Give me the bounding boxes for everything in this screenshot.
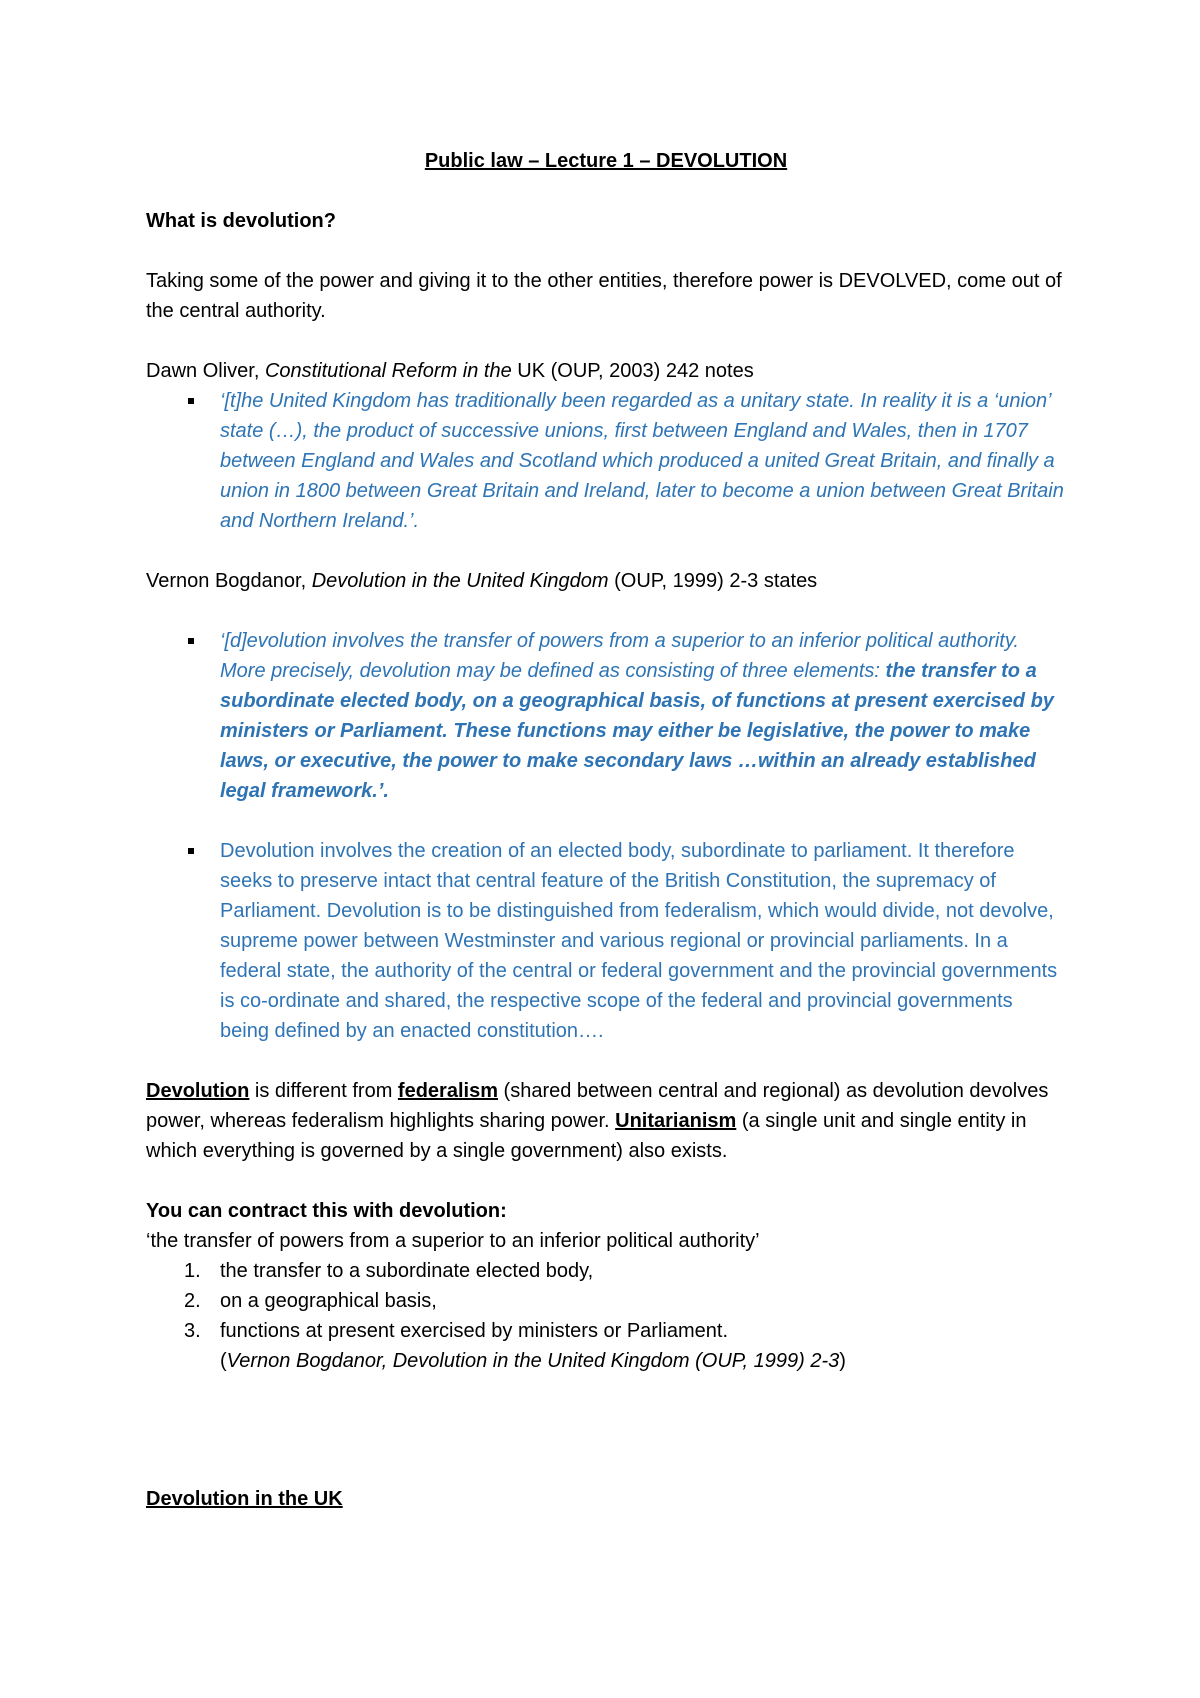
comparison-text-1: is different from (249, 1080, 398, 1102)
devolution-description: Devolution involves the creation of an elected body, subordinate to parliament. It therefore seeks to preserve intact that central feature of the British Constitution, the supremacy of Parliament. Devolution is to be distinguished from federalism, which would divide, not devolve, supreme power between Westminster and various regional or provincial parliaments. In a federal state, the authority of the central or federal government and the provincial governments is co-ordinate and shared, the respective scope of the federal and provincial governments being defined by an enacted constitution…. (220, 840, 1058, 1042)
paren-close: ) (839, 1350, 846, 1372)
paren-open: ( (220, 1350, 227, 1372)
oliver-citation-rest: UK (OUP, 2003) 242 notes (511, 360, 754, 382)
oliver-quote-list (146, 386, 1066, 536)
list-item-text: the transfer to a subordinate elected body, (220, 1260, 594, 1282)
intro-paragraph: Taking some of the power and giving it to the other entities, therefore power is DEVOLVED, come out of the central authority. (146, 270, 1062, 322)
question-heading: What is devolution? (146, 210, 336, 232)
bogdanor-quote-part2: the transfer to a subordinate elected body, on a geographical basis, of functions at present exercised by ministers or Parliament. These functions may either be legislative, the power to make laws, or executive, the power to make secondary laws …within an already established legal framework.’. (220, 660, 1054, 802)
page-title: Public law – Lecture 1 – DEVOLUTION (424, 150, 788, 172)
term-unitarianism: Unitarianism (615, 1110, 737, 1132)
contrast-quote: ‘the transfer of powers from a superior to an inferior political authority’ (146, 1230, 760, 1252)
square-bullet-icon (188, 398, 194, 404)
document-body (146, 146, 1066, 1514)
comparison-text-2: (shared between central and regional) as devolution devolves power, whereas federalism highlights sharing power. (146, 1080, 1049, 1132)
bogdanor-citation-rest: (OUP, 1999) 2-3 states (608, 570, 818, 592)
oliver-citation (146, 356, 1066, 386)
bogdanor-quote-list (146, 626, 1066, 1046)
list-item-text: on a geographical basis, (220, 1290, 437, 1312)
term-federalism: federalism (397, 1080, 498, 1102)
list-item (146, 626, 1066, 806)
elements-list (146, 1256, 1066, 1346)
list-item (146, 386, 1066, 536)
list-item (146, 1286, 1066, 1316)
bogdanor-reference (146, 1346, 1066, 1376)
list-item (146, 836, 1066, 1046)
bogdanor-quote-part1: ‘[d]evolution involves the transfer of powers from a superior to an inferior political authority. More precisely, devolution may be defined as consisting of three elements: (220, 630, 1019, 682)
bogdanor-citation (146, 566, 1066, 596)
term-devolution: Devolution (146, 1080, 250, 1102)
list-item-text: functions at present exercised by ministers or Parliament. (220, 1320, 728, 1342)
square-bullet-icon (188, 638, 194, 644)
comparison-text-3: (a single unit and single entity in which everything is governed by a single government) also exists. (146, 1110, 1027, 1162)
bogdanor-reference-text: Vernon Bogdanor, Devolution in the United Kingdom (OUP, 1999) 2-3 (226, 1350, 840, 1372)
oliver-quote: ‘[t]he United Kingdom has traditionally been regarded as a unitary state. In reality it is a ‘union’ state (…), the product of successive unions, first between England and Wales, then in 1707 between England and Wales and Scotland which produced a united Great Britain, and finally a union in 1800 between Great Britain and Ireland, later to become a union between Great Britain and Northern Ireland.’. (220, 390, 1064, 532)
list-number: 1. (184, 1260, 201, 1282)
list-number: 2. (184, 1290, 201, 1312)
list-number: 3. (184, 1320, 201, 1342)
list-item (146, 1256, 1066, 1286)
list-item (146, 1316, 1066, 1346)
contrast-heading: You can contract this with devolution: (146, 1200, 507, 1222)
oliver-author: Dawn Oliver, (146, 360, 265, 382)
bogdanor-author: Vernon Bogdanor, (146, 570, 312, 592)
square-bullet-icon (188, 848, 194, 854)
oliver-book-title: Constitutional Reform in the (264, 360, 512, 382)
comparison-paragraph (146, 1076, 1066, 1166)
section-heading-devolution-uk: Devolution in the UK (146, 1488, 343, 1510)
bogdanor-book-title: Devolution in the United Kingdom (311, 570, 609, 592)
